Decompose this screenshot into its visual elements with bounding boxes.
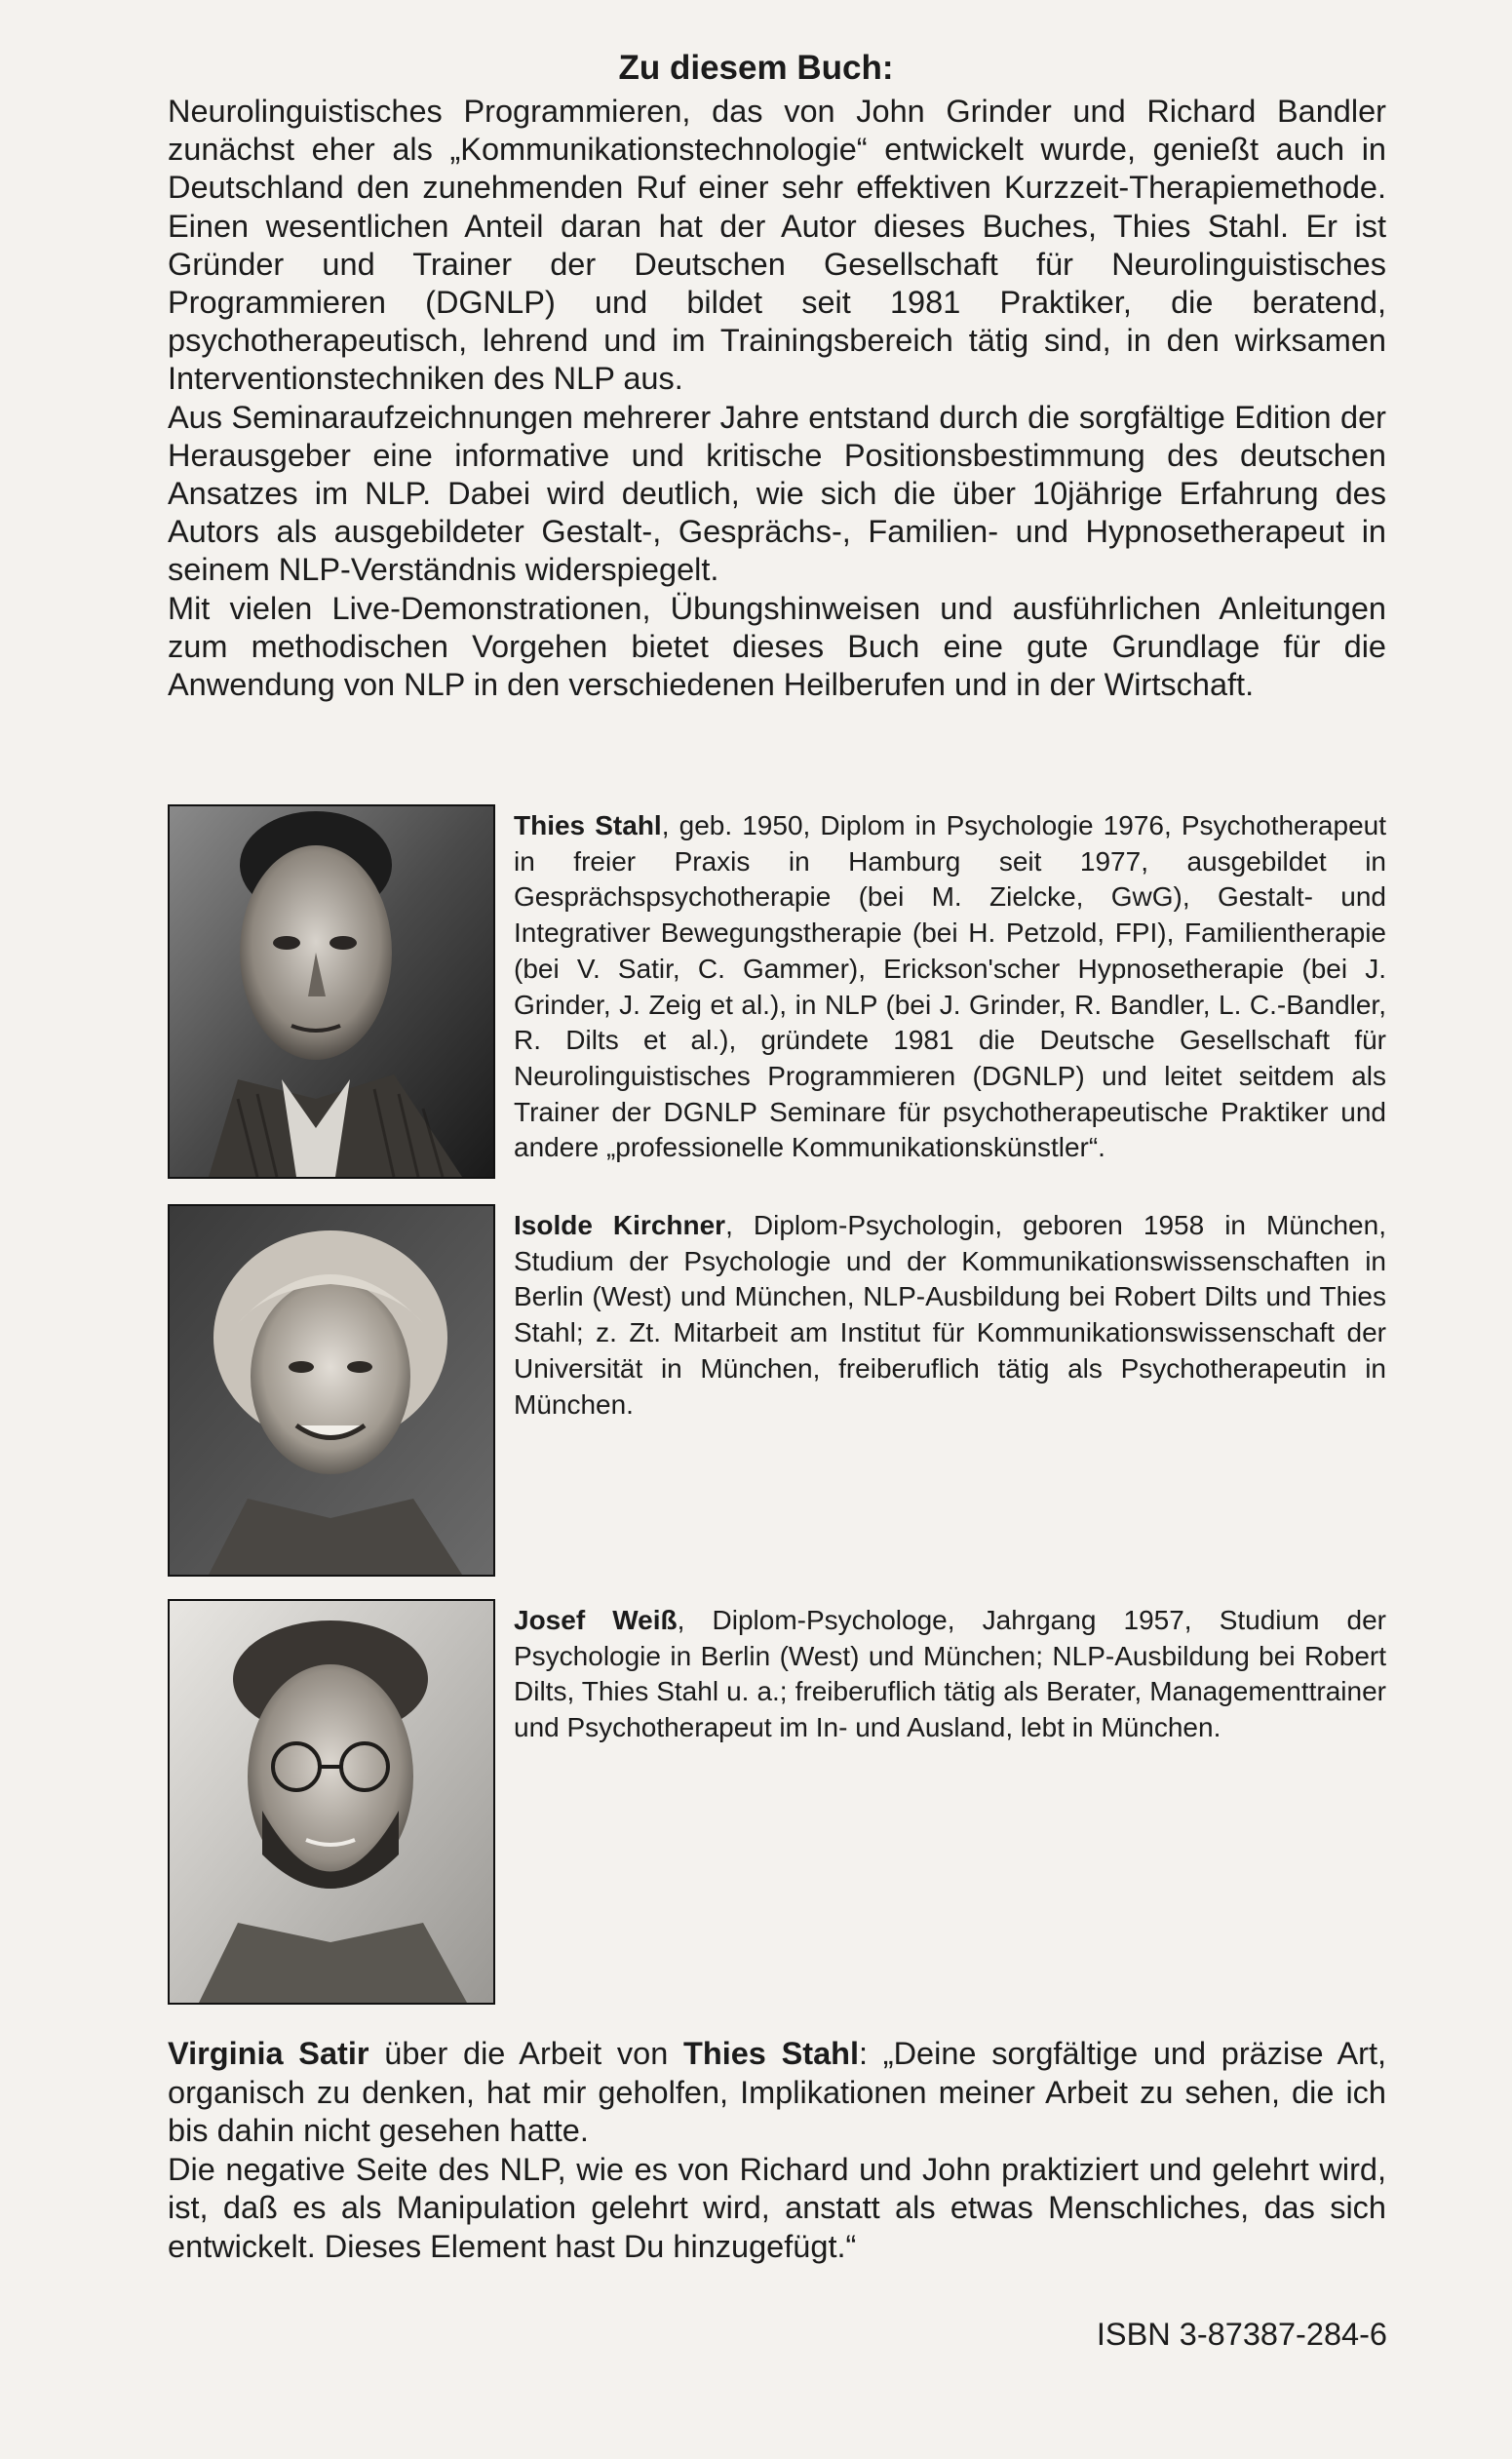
author-bio-kirchner bbox=[168, 1204, 1386, 1577]
author-photo-weiss bbox=[168, 1599, 495, 2005]
book-blurb bbox=[168, 93, 1386, 704]
quote-subject: Thies Stahl bbox=[682, 2036, 860, 2071]
author-bio-body-stahl: , geb. 1950, Diplom in Psychologie 1976, Psychotherapeut in freier Praxis in Hamburg seit 1977, ausgebildet in Gesprächspsychotherapie (bei M. Zielcke, GwG), Gestalt- und Integrativer Bewegungstherapie (bei H. Petzold, FPI), Familientherapie (bei V. Satir, C. Gammer), Erickson'scher Hypnosetherapie (bei J. Grinder, J. Zeig et al.), in NLP (bei J. Grinder, R. Bandler, L. C.-Bandler, R. Dilts et al.), gründete 1981 die Deutsche Gesellschaft für Neurolinguistisches Programmieren (DGNLP) und leitet seitdem als Trainer der DGNLP Seminare für psychotherapeutische Praktiker und andere „professionelle Kommunikationskünstler“. bbox=[514, 810, 1387, 1163]
page-heading: Zu diesem Buch: bbox=[618, 49, 894, 87]
quote-lead: : „Deine sorgfältige und präzise Art, organisch zu denken, hat mir geholfen, Implikationen meiner Arbeit zu sehen, die ich bis dahin nicht gesehen hatte. bbox=[168, 2036, 1386, 2148]
blurb-paragraph: Aus Seminaraufzeichnungen mehrerer Jahre entstand durch die sorgfältige Edition der Herausgeber eine informative und kritische Positionsbestimmung des deutschen Ansatzes im NLP. Dabei wird deutlich, wie sich die über 10jährige Erfahrung des Autors als ausgebildeter Gestalt-, Gesprächs-, Familien- und Hypnosetherapeut in seinem NLP-Verständnis widerspiegelt. bbox=[168, 399, 1386, 588]
author-photo-kirchner bbox=[168, 1204, 495, 1577]
author-bio-body-kirchner: , Diplom-Psychologin, geboren 1958 in München, Studium der Psychologie und der Kommunikationswissenschaften in Berlin (West) und München, NLP-Ausbildung bei Robert Dilts und Thies Stahl; z. Zt. Mitarbeit am Institut für Kommunikationswissenschaft der Universität in München, freiberuflich tätig als Psychotherapeutin in München. bbox=[514, 1210, 1386, 1420]
quote-paragraph-2: Die negative Seite des NLP, wie es von Richard und John praktiziert und gelehrt wird, ist, daß es als Manipulation gelehrt wird, anstatt als etwas Menschliches, das sich entwickelt. Dieses Element hast Du hinzugefügt.“ bbox=[168, 2151, 1386, 2264]
author-name-weiss: Josef Weiß bbox=[514, 1605, 678, 1635]
author-bio-text-weiss bbox=[514, 1603, 1386, 1746]
author-bio-stahl bbox=[168, 804, 1386, 1180]
satir-quote bbox=[168, 2035, 1386, 2266]
author-bio-weiss bbox=[168, 1599, 1386, 2007]
quote-paragraph-1 bbox=[168, 2035, 1386, 2151]
quote-author: Virginia Satir bbox=[168, 2036, 369, 2071]
author-photo-stahl bbox=[168, 804, 495, 1179]
quote-connector: über die Arbeit von bbox=[368, 2036, 683, 2071]
isbn-number: ISBN 3-87387-284-6 bbox=[1096, 2317, 1387, 2352]
author-bio-text-stahl bbox=[514, 808, 1386, 1166]
author-bio-body-weiss: , Diplom-Psychologe, Jahrgang 1957, Studium der Psychologie in Berlin (West) und München; NLP-Ausbildung bei Robert Dilts, Thies Stahl u. a.; freiberuflich tätig als Berater, Managementtrainer und Psychotherapeut im In- und Ausland, lebt in München. bbox=[514, 1605, 1386, 1743]
author-bio-text-kirchner bbox=[514, 1208, 1386, 1423]
blurb-paragraph: Mit vielen Live-Demonstrationen, Übungshinweisen und ausführlichen Anleitungen zum methodischen Vorgehen bietet dieses Buch eine gute Grundlage für die Anwendung von NLP in den verschiedenen Heilberufen und in der Wirtschaft. bbox=[168, 590, 1386, 703]
blurb-paragraph: Neurolinguistisches Programmieren, das von John Grinder und Richard Bandler zunächst eher als „Kommunikationstechnologie“ entwickelt wurde, genießt auch in Deutschland den zunehmenden Ruf einer sehr effektiven Kurzzeit-Therapiemethode. Einen wesentlichen Anteil daran hat der Autor dieses Buches, Thies Stahl. Er ist Gründer und Trainer der Deutschen Gesellschaft für Neurolinguistisches Programmieren (DGNLP) und bildet seit 1981 Praktiker, die beratend, psychotherapeutisch, lehrend und im Trainingsbereich tätig sind, in den wirksamen Interventionstechniken des NLP aus. bbox=[168, 94, 1386, 397]
author-name-kirchner: Isolde Kirchner bbox=[514, 1210, 726, 1240]
author-name-stahl: Thies Stahl bbox=[514, 810, 662, 840]
